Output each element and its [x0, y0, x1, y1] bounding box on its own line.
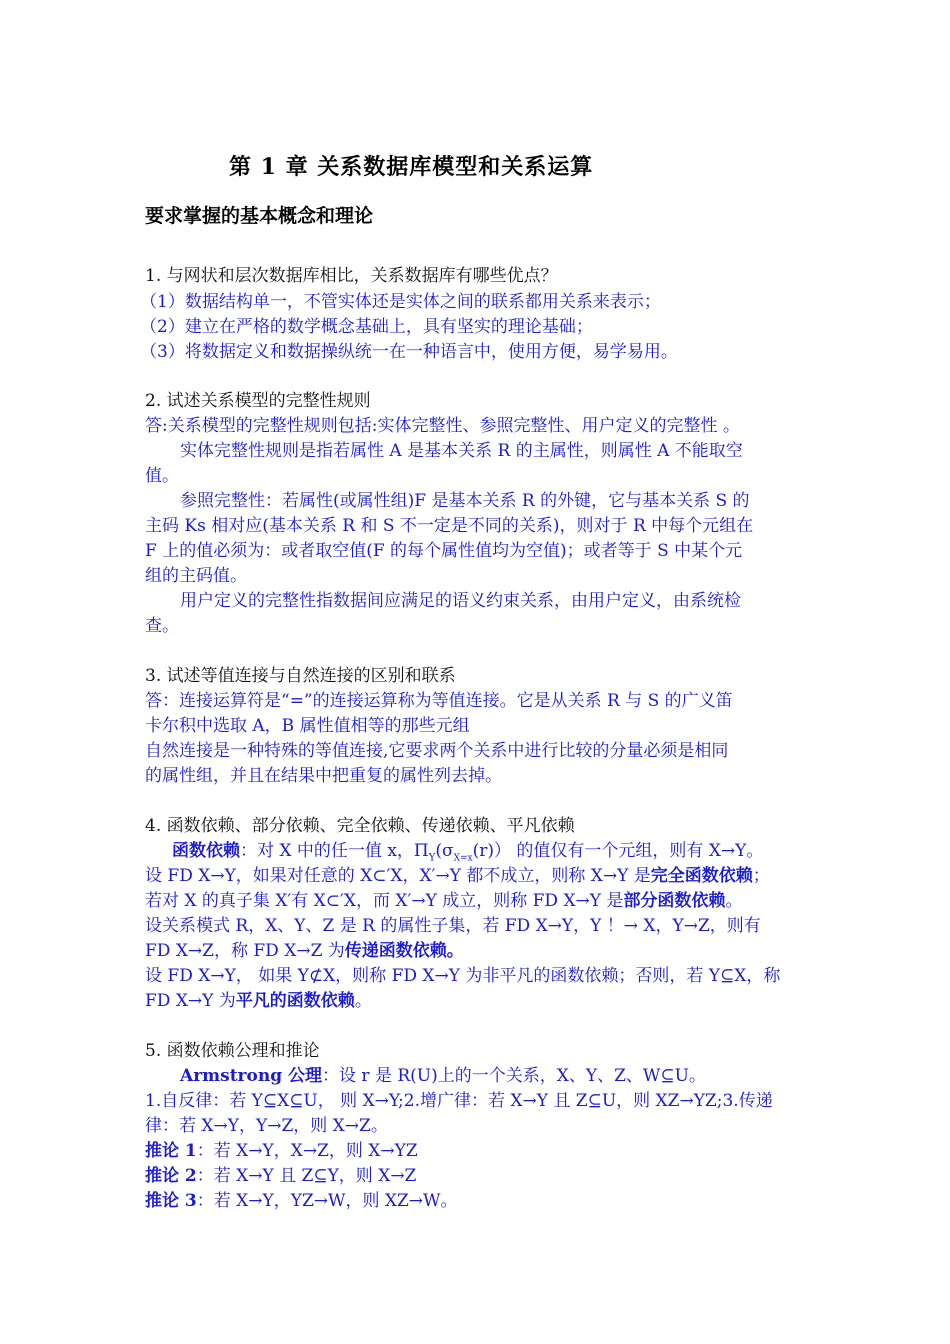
answer-4-line-2 — [145, 864, 770, 888]
answer-2-line-4: 参照完整性：若属性(或属性组)F 是基本关系 R 的外键，它与基本关系 S 的 — [180, 491, 750, 511]
answer-4-line-2-tail: ； — [752, 866, 770, 886]
answer-4-line-3-text: 若对 X 的真子集 X′有 X⊂′X，而 X′→Y 成立，则称 FD X→Y 是 — [145, 891, 624, 911]
selection-symbol: (σ — [435, 841, 454, 861]
answer-4-line-5-text: FD X→Z，称 FD X→Z 为 — [145, 941, 345, 961]
question-2: 2. 试述关系模型的完整性规则 — [145, 391, 371, 411]
answer-4-line-7-tail: 。 — [354, 991, 372, 1011]
answer-3-line-1: 答：连接运算符是“=”的连接运算称为等值连接。它是从关系 R 与 S 的广义笛 — [145, 691, 733, 711]
corollary-3-text: ：若 X→Y，YZ→W，则 XZ→W。 — [196, 1191, 458, 1211]
term-full-dependency: 完全函数依赖 — [650, 866, 753, 886]
answer-2-line-2: 实体完整性规则是指若属性 A 是基本关系 R 的主属性，则属性 A 不能取空 — [180, 441, 743, 461]
corollary-3-label: 推论 3 — [145, 1191, 197, 1211]
answer-2-line-5: 主码 Ks 相对应(基本关系 R 和 S 不一定是不同的关系)，则对于 R 中每个元组在 — [145, 516, 754, 536]
question-3: 3. 试述等值连接与自然连接的区别和联系 — [145, 666, 456, 686]
corollary-2 — [145, 1164, 416, 1188]
projection-subscript: Y — [428, 852, 436, 864]
projection-symbol: Π — [413, 841, 429, 861]
answer-1-item-2: （2）建立在严格的数学概念基础上，具有坚实的理论基础； — [140, 317, 593, 337]
answer-4-line-7 — [145, 989, 372, 1013]
term-trivial-dependency: 平凡的函数依赖 — [235, 991, 355, 1011]
answer-4-line-2-text: 设 FD X→Y，如果对任意的 X⊂′X，X′→Y 都不成立，则称 X→Y 是 — [145, 866, 651, 886]
corollary-2-label: 推论 2 — [145, 1166, 197, 1186]
term-armstrong-axioms: Armstrong 公理 — [180, 1066, 323, 1086]
answer-5-line-3: 律：若 X→Y，Y→Z，则 X→Z。 — [145, 1116, 388, 1136]
answer-3-line-3: 自然连接是一种特殊的等值连接,它要求两个关系中进行比较的分量必须是相同 — [145, 741, 729, 761]
term-partial-dependency: 部分函数依赖 — [623, 891, 726, 911]
question-5: 5. 函数依赖公理和推论 — [145, 1041, 320, 1061]
question-4: 4. 函数依赖、部分依赖、完全依赖、传递依赖、平凡依赖 — [145, 816, 575, 836]
answer-2-line-7: 组的主码值。 — [145, 566, 247, 586]
answer-2-line-1: 答:关系模型的完整性规则包括:实体完整性、参照完整性、用户定义的完整性 。 — [145, 416, 740, 436]
section-heading: 要求掌握的基本概念和理论 — [145, 205, 374, 227]
answer-5-line-2: 1.自反律：若 Y⊆X⊆U， 则 X→Y;2.增广律：若 X→Y 且 Z⊆U，则 XZ→YZ;3.传递 — [145, 1091, 773, 1111]
answer-4-line-3 — [145, 889, 742, 913]
answer-2-line-3: 值。 — [145, 466, 179, 486]
corollary-2-text: ：若 X→Y 且 Z⊆Y，则 X→Z — [196, 1166, 417, 1186]
corollary-1-label: 推论 1 — [145, 1141, 197, 1161]
answer-1-item-1: （1）数据结构单一，不管实体还是实体之间的联系都用关系来表示； — [140, 292, 661, 312]
answer-2-line-6: F 上的值必须为：或者取空值(F 的每个属性值均为空值)；或者等于 S 中某个元 — [145, 541, 743, 561]
answer-2-line-8: 用户定义的完整性指数据间应满足的语义约束关系，由用户定义，由系统检 — [180, 591, 741, 611]
question-1: 1. 与网状和层次数据库相比，关系数据库有哪些优点？ — [145, 266, 558, 286]
answer-5-line-1 — [180, 1064, 706, 1088]
answer-4-line-1-tail: (r)） 的值仅有一个元组，则有 X→Y。 — [472, 841, 764, 861]
answer-5-line-1-text: ：设 r 是 R(U)上的一个关系，X、Y、Z、W⊆U。 — [322, 1066, 706, 1086]
term-functional-dependency: 函数依赖 — [172, 841, 240, 861]
term-transitive-dependency: 传递函数依赖。 — [344, 941, 464, 961]
answer-3-line-4: 的属性组，并且在结果中把重复的属性列去掉。 — [145, 766, 502, 786]
corollary-1 — [145, 1139, 418, 1163]
answer-4-line-1-text: ：对 X 中的任一值 x， — [240, 841, 414, 861]
answer-4-line-6: 设 FD X→Y， 如果 Y⊄X，则称 FD X→Y 为非平凡的函数依赖；否则，若 Y⊆X，称 — [145, 966, 781, 986]
answer-4-line-5 — [145, 939, 464, 963]
answer-2-line-9: 查。 — [145, 616, 179, 636]
answer-4-line-4: 设关系模式 R，X、Y、Z 是 R 的属性子集，若 FD X→Y，Y ！→ X，Y→Z，则有 — [145, 916, 761, 936]
corollary-3 — [145, 1189, 458, 1213]
answer-3-line-2: 卡尔积中选取 A，B 属性值相等的那些元组 — [145, 716, 470, 736]
answer-1-item-3: （3）将数据定义和数据操纵统一在一种语言中，使用方便，易学易用。 — [140, 342, 678, 362]
chapter-title: 第 1 章 关系数据库模型和关系运算 — [229, 154, 594, 180]
selection-subscript: X=x — [453, 853, 473, 864]
answer-4-line-7-text: FD X→Y 为 — [145, 991, 236, 1011]
corollary-1-text: ：若 X→Y，X→Z，则 X→YZ — [196, 1141, 418, 1161]
answer-4-line-3-tail: 。 — [725, 891, 743, 911]
